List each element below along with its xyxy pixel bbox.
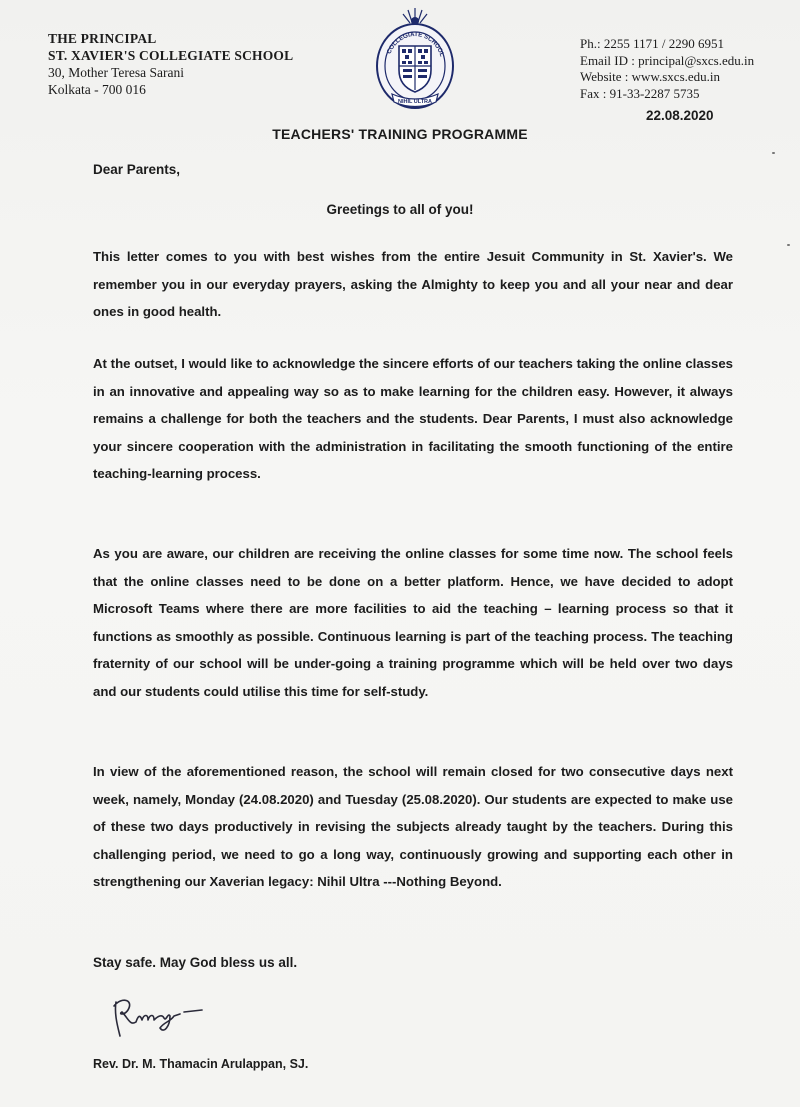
salutation: Dear Parents, (93, 162, 181, 177)
paragraph-wishes: This letter comes to you with best wishes from the entire Jesuit Community in St. Xavier's. We remember you in our everyday prayers, asking the Almighty to keep you and all your near and dear ones in good health. (93, 249, 733, 319)
paragraph-acknowledgement: At the outset, I would like to acknowledge the sincere efforts of our teachers taking the online classes in an innovative and appealing way so as to make learning for the children easy. However, it always remains a challenge for both the teachers and the students. Dear Parents, I must also acknowledge your sincere cooperation with the administration in facilitating the smooth functioning of the entire teaching-learning process. (93, 356, 733, 481)
crest-motto: NIHIL ULTRA (397, 99, 433, 105)
scan-speck (772, 152, 775, 154)
phone-numbers: Ph.: 2255 1171 / 2290 6951 (580, 36, 724, 51)
scan-speck (787, 244, 790, 246)
handwritten-signature (108, 992, 218, 1040)
sender-title: THE PRINCIPAL (48, 31, 157, 46)
email-address: Email ID : principal@sxcs.edu.in (580, 52, 755, 68)
signatory-name: Rev. Dr. M. Thamacin Arulappan, SJ. (93, 1057, 309, 1071)
letter-date: 22.08.2020 (646, 108, 714, 123)
school-crest-logo (372, 6, 458, 116)
city-address: Kolkata - 700 016 (48, 82, 146, 97)
letter-subject: TEACHERS' TRAINING PROGRAMME (272, 126, 528, 142)
sender-address (48, 30, 293, 98)
crest-ring-text: COLLEGIATE SCHOOL (385, 31, 446, 58)
paragraph-school-closure: In view of the aforementioned reason, the school will remain closed for two consecutive days next week, namely, Monday (24.08.2020) and Tuesday (25.08.2020). Our students are expected to make use of these two days productively in revising the subjects already taught by the teachers. During this challenging period, we need to go a long way, continuously growing and supporting each other in strengthening our Xaverian legacy: Nihil Ultra ---Nothing Beyond. (93, 764, 733, 889)
paragraph-microsoft-teams: As you are aware, our children are receiving the online classes for some time now. The school feels that the online classes need to be done on a better platform. Hence, we have decided to adopt Microsoft Teams where there are more facilities to aid the teaching – learning process so that it functions as smoothly as possible. Continuous learning is part of the teaching process. The teaching fraternity of our school will be under-going a training programme which will be held over two days and our students could utilise this time for self-study. (93, 546, 733, 699)
fax-number: Fax : 91-33-2287 5735 (580, 85, 700, 101)
website: Website : www.sxcs.edu.in (580, 69, 721, 84)
school-name: ST. XAVIER'S COLLEGIATE SCHOOL (48, 48, 294, 63)
greeting-line: Greetings to all of you! (326, 202, 474, 217)
closing-line: Stay safe. May God bless us all. (93, 955, 298, 970)
contact-details (580, 36, 754, 102)
street-address: 30, Mother Teresa Sarani (48, 65, 185, 80)
